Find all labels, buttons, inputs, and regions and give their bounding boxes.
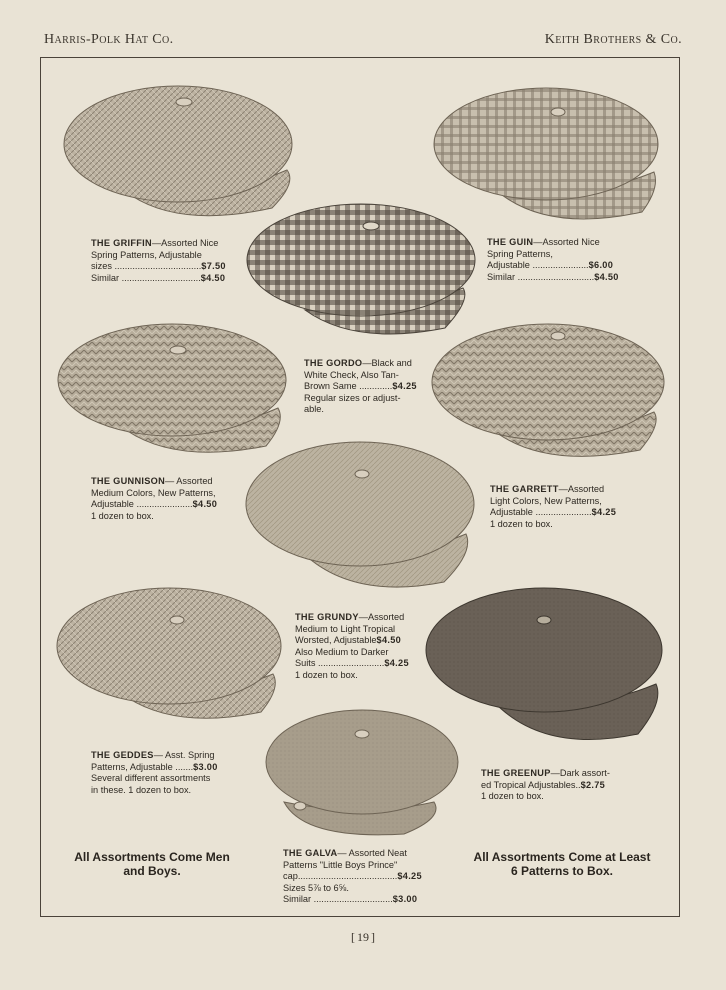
gordo-name: THE GORDO [304, 358, 363, 368]
gordo-line5: able. [304, 404, 324, 414]
gunnison-line4: 1 dozen to box. [91, 510, 154, 521]
guin-similar-price: $4.50 [594, 271, 619, 282]
grundy-line1: —Assorted [358, 612, 405, 622]
garrett-line1: —Assorted [558, 484, 605, 494]
garrett-line3: Adjustable ...................... [490, 507, 592, 517]
gunnison-price: $4.50 [192, 499, 218, 509]
greenup-line1: —Dark assort- [550, 768, 610, 778]
gordo-description [304, 358, 424, 416]
guin-line3: Adjustable ...................... [487, 260, 589, 270]
greenup-price: $2.75 [580, 779, 606, 790]
geddes-name: THE GEDDES [91, 750, 154, 760]
galva-similar-price: $3.00 [392, 894, 418, 904]
galva-line1: — Assorted Neat [337, 848, 407, 858]
gordo-line4: Regular sizes or adjust- [304, 392, 401, 403]
geddes-line4: in these. 1 dozen to box. [91, 784, 192, 795]
geddes-description [91, 750, 233, 796]
griffin-name: THE GRIFFIN [91, 238, 152, 248]
footer-right-note [462, 850, 662, 878]
galva-name: THE GALVA [283, 848, 338, 858]
garrett-line2: Light Colors, New Patterns, [490, 495, 602, 506]
galva-line3: cap....................................... [283, 871, 398, 881]
grundy-line2: Medium to Light Tropical [295, 623, 396, 634]
guin-description [487, 237, 629, 283]
griffin-line1: —Assorted Nice [151, 238, 219, 248]
griffin-similar: Similar ............................... [91, 272, 201, 283]
grundy-line4: Also Medium to Darker [295, 646, 389, 657]
griffin-description [91, 238, 233, 284]
gordo-line3: Brown Same ............. [304, 381, 393, 391]
gunnison-line3: Adjustable ...................... [91, 499, 193, 509]
gunnison-description [91, 476, 233, 522]
grundy-line3: Worsted, Adjustable [295, 635, 377, 645]
geddes-price: $3.00 [193, 761, 218, 772]
grundy-suits-price: $4.25 [384, 658, 409, 668]
gordo-line1: —Black and [362, 358, 412, 368]
geddes-line3: Several different assortments [91, 773, 211, 783]
greenup-name: THE GREENUP [481, 768, 551, 778]
header-left-company: Harris-Polk Hat Co. [44, 32, 174, 47]
greenup-description [481, 768, 623, 803]
geddes-cap-image [55, 584, 285, 730]
galva-line4: Sizes 5⅞ to 6⅝. [283, 882, 349, 893]
grundy-line6: 1 dozen to box. [295, 669, 358, 680]
garrett-name: THE GARRETT [490, 484, 559, 494]
gordo-price: $4.25 [392, 381, 417, 391]
page-number: [ 19 ] [351, 930, 375, 944]
griffin-line3: sizes .................................. [91, 261, 202, 271]
guin-line1: —Assorted Nice [533, 237, 600, 247]
gordo-line2: White Check, Also Tan- [304, 369, 399, 380]
griffin-similar-price: $4.50 [200, 272, 226, 283]
footer-right-line2: 6 Patterns to Box. [510, 864, 614, 878]
geddes-line1: — Asst. Spring [153, 750, 215, 760]
gunnison-line2: Medium Colors, New Patterns, [91, 487, 216, 498]
galva-description [283, 848, 427, 906]
footer-right-line1: All Assortments Come at Least [473, 850, 651, 864]
page-number-value: 19 [357, 930, 369, 944]
greenup-line3: 1 dozen to box. [481, 791, 544, 801]
grundy-price: $4.50 [376, 635, 402, 645]
galva-line5: Similar ............................... [283, 894, 393, 904]
header-right-company: Keith Brothers & Co. [544, 32, 682, 47]
grundy-name: THE GRUNDY [295, 612, 359, 622]
footer-left-line1: All Assortments Come Men [74, 850, 230, 864]
grundy-cap-image [244, 434, 480, 600]
guin-similar: Similar .............................. [487, 271, 595, 282]
galva-line2: Patterns "Little Boys Prince" [283, 859, 398, 870]
grundy-description [295, 612, 415, 681]
footer-left-note [62, 850, 242, 878]
galva-price: $4.25 [397, 871, 422, 881]
gunnison-name: THE GUNNISON [91, 476, 166, 486]
garrett-price: $4.25 [591, 507, 617, 517]
greenup-line2: ed Tropical Adjustables.. [481, 779, 581, 790]
griffin-line2: Spring Patterns, Adjustable [91, 249, 202, 260]
garrett-description [490, 484, 632, 530]
grundy-line5: Suits .......................... [295, 658, 385, 668]
geddes-line2: Patterns, Adjustable ....... [91, 761, 194, 772]
guin-line2: Spring Patterns, [487, 248, 553, 259]
garrett-line4: 1 dozen to box. [490, 518, 553, 529]
galva-cap-image [264, 706, 462, 842]
footer-left-line2: and Boys. [123, 864, 181, 878]
guin-name: THE GUIN [487, 237, 534, 247]
guin-price: $6.00 [588, 260, 614, 270]
gunnison-line1: — Assorted [165, 476, 213, 486]
griffin-price: $7.50 [201, 261, 226, 271]
